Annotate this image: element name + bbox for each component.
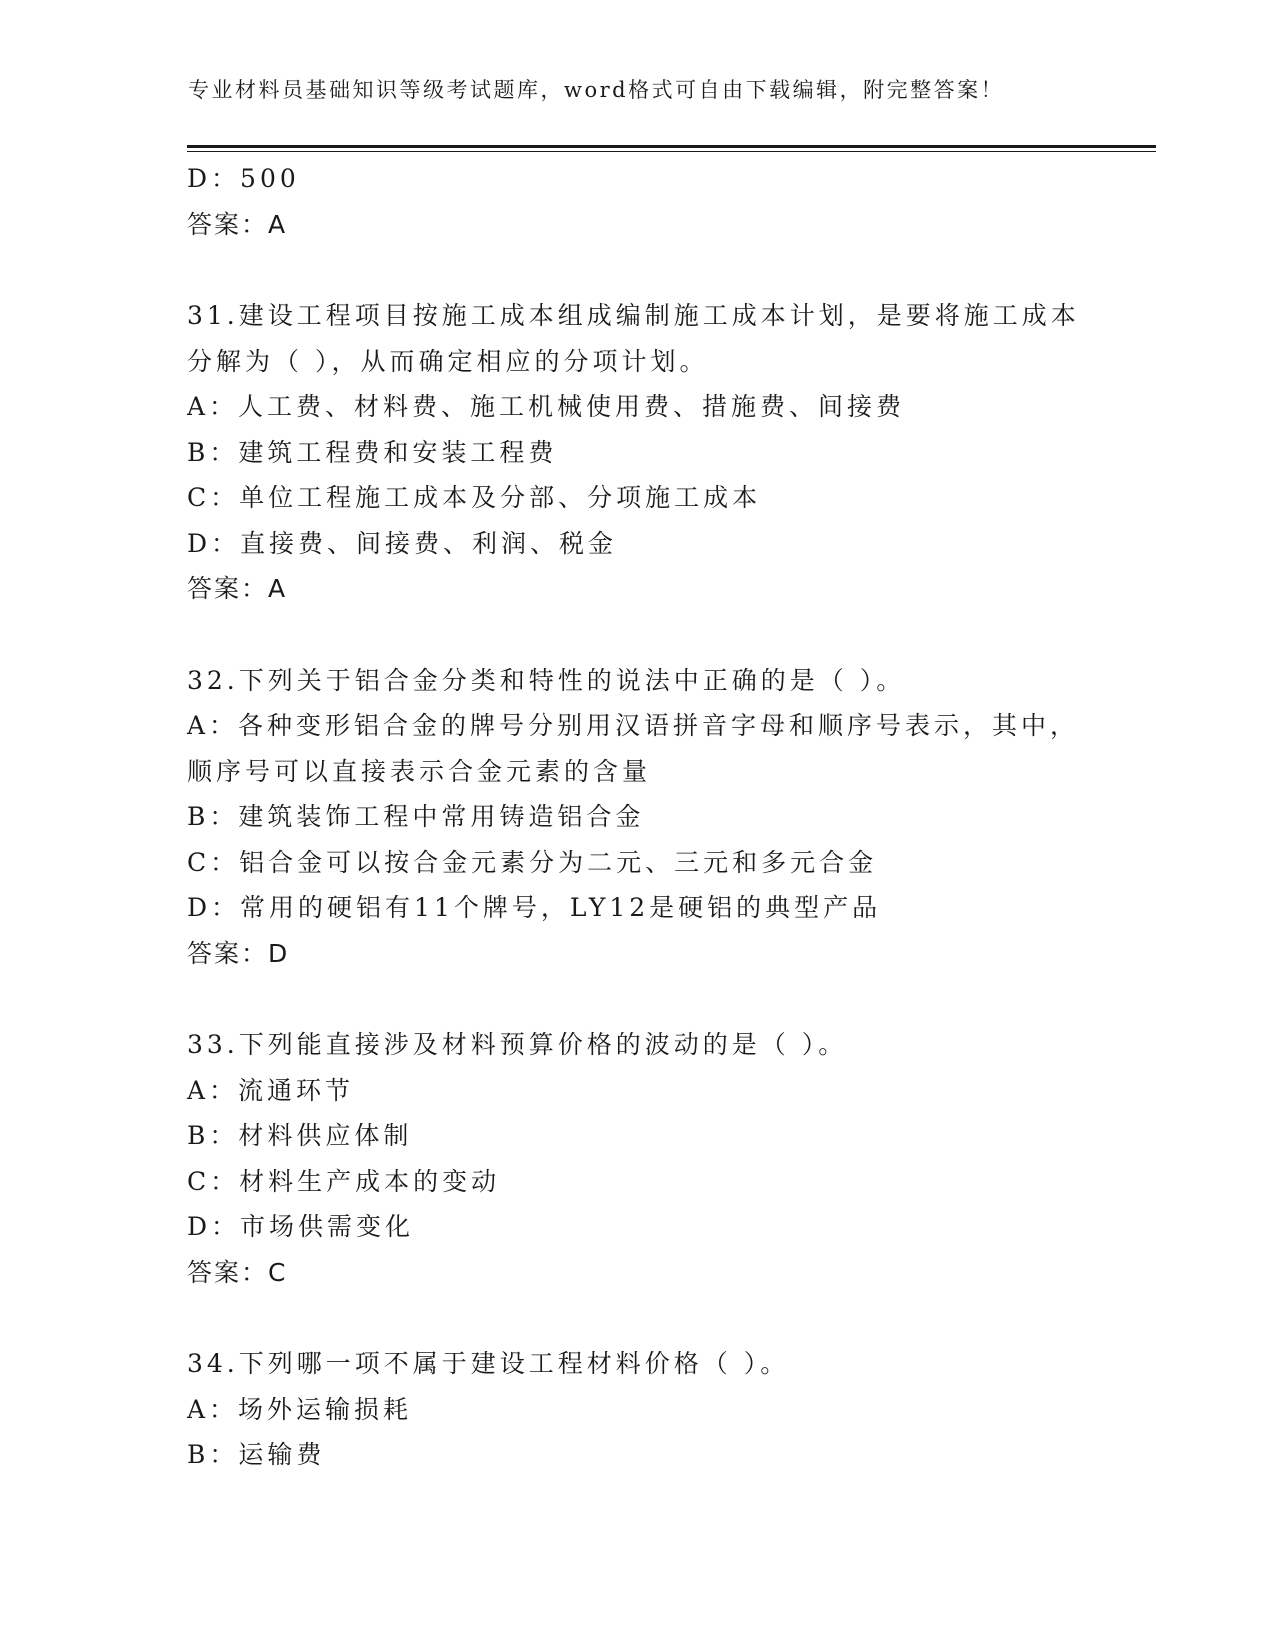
question-34	[187, 1341, 1147, 1478]
option-d: D：直接费、间接费、利润、税金	[187, 528, 618, 558]
option-a: A：场外运输损耗	[187, 1394, 413, 1424]
header-rule-thin	[187, 151, 1156, 152]
answer: 答案：A	[187, 209, 288, 239]
option-c: C：单位工程施工成本及分部、分项施工成本	[187, 483, 762, 512]
option-a: A：流通环节	[187, 1075, 355, 1105]
option-b: B：材料供应体制	[187, 1121, 413, 1150]
option-a: A：人工费、材料费、施工机械使用费、措施费、间接费	[187, 392, 906, 421]
option-a: A：各种变形铝合金的牌号分别用汉语拼音字母和顺序号表示，其中，	[187, 711, 1080, 740]
question-stem: 33.下列能直接涉及材料预算价格的波动的是（ ）。	[187, 1030, 848, 1059]
option-d: D：常用的硬铝有11个牌号，LY12是硬铝的典型产品	[187, 893, 882, 922]
question-stem: 34.下列哪一项不属于建设工程材料价格（ ）。	[187, 1349, 790, 1378]
option-c: C：材料生产成本的变动	[187, 1166, 501, 1196]
option-a-continued: 顺序号可以直接表示合金元素的含量	[187, 756, 652, 786]
option-b: B：运输费	[187, 1440, 326, 1469]
option-c: C：铝合金可以按合金元素分为二元、三元和多元合金	[187, 847, 878, 877]
header-rule-thick	[187, 145, 1156, 148]
page-header: 专业材料员基础知识等级考试题库，word格式可自由下载编辑，附完整答案！	[188, 78, 1005, 102]
question-31	[187, 293, 1147, 612]
option-d: D：500	[187, 164, 300, 193]
answer: 答案：A	[187, 574, 288, 603]
question-32	[187, 658, 1147, 977]
document-body	[187, 156, 1147, 1478]
question-33	[187, 1022, 1147, 1295]
option-b: B：建筑装饰工程中常用铸造铝合金	[187, 802, 645, 831]
carryover-block	[187, 156, 1147, 247]
question-stem: 31.建设工程项目按施工成本组成编制施工成本计划，是要将施工成本	[187, 301, 1080, 330]
option-d: D：市场供需变化	[187, 1212, 415, 1241]
question-stem: 分解为（ ），从而确定相应的分项计划。	[187, 346, 709, 376]
option-b: B：建筑工程费和安装工程费	[187, 437, 558, 467]
answer: 答案：C	[187, 1257, 288, 1287]
question-stem: 32.下列关于铝合金分类和特性的说法中正确的是（ ）。	[187, 665, 906, 695]
answer: 答案：D	[187, 938, 290, 968]
